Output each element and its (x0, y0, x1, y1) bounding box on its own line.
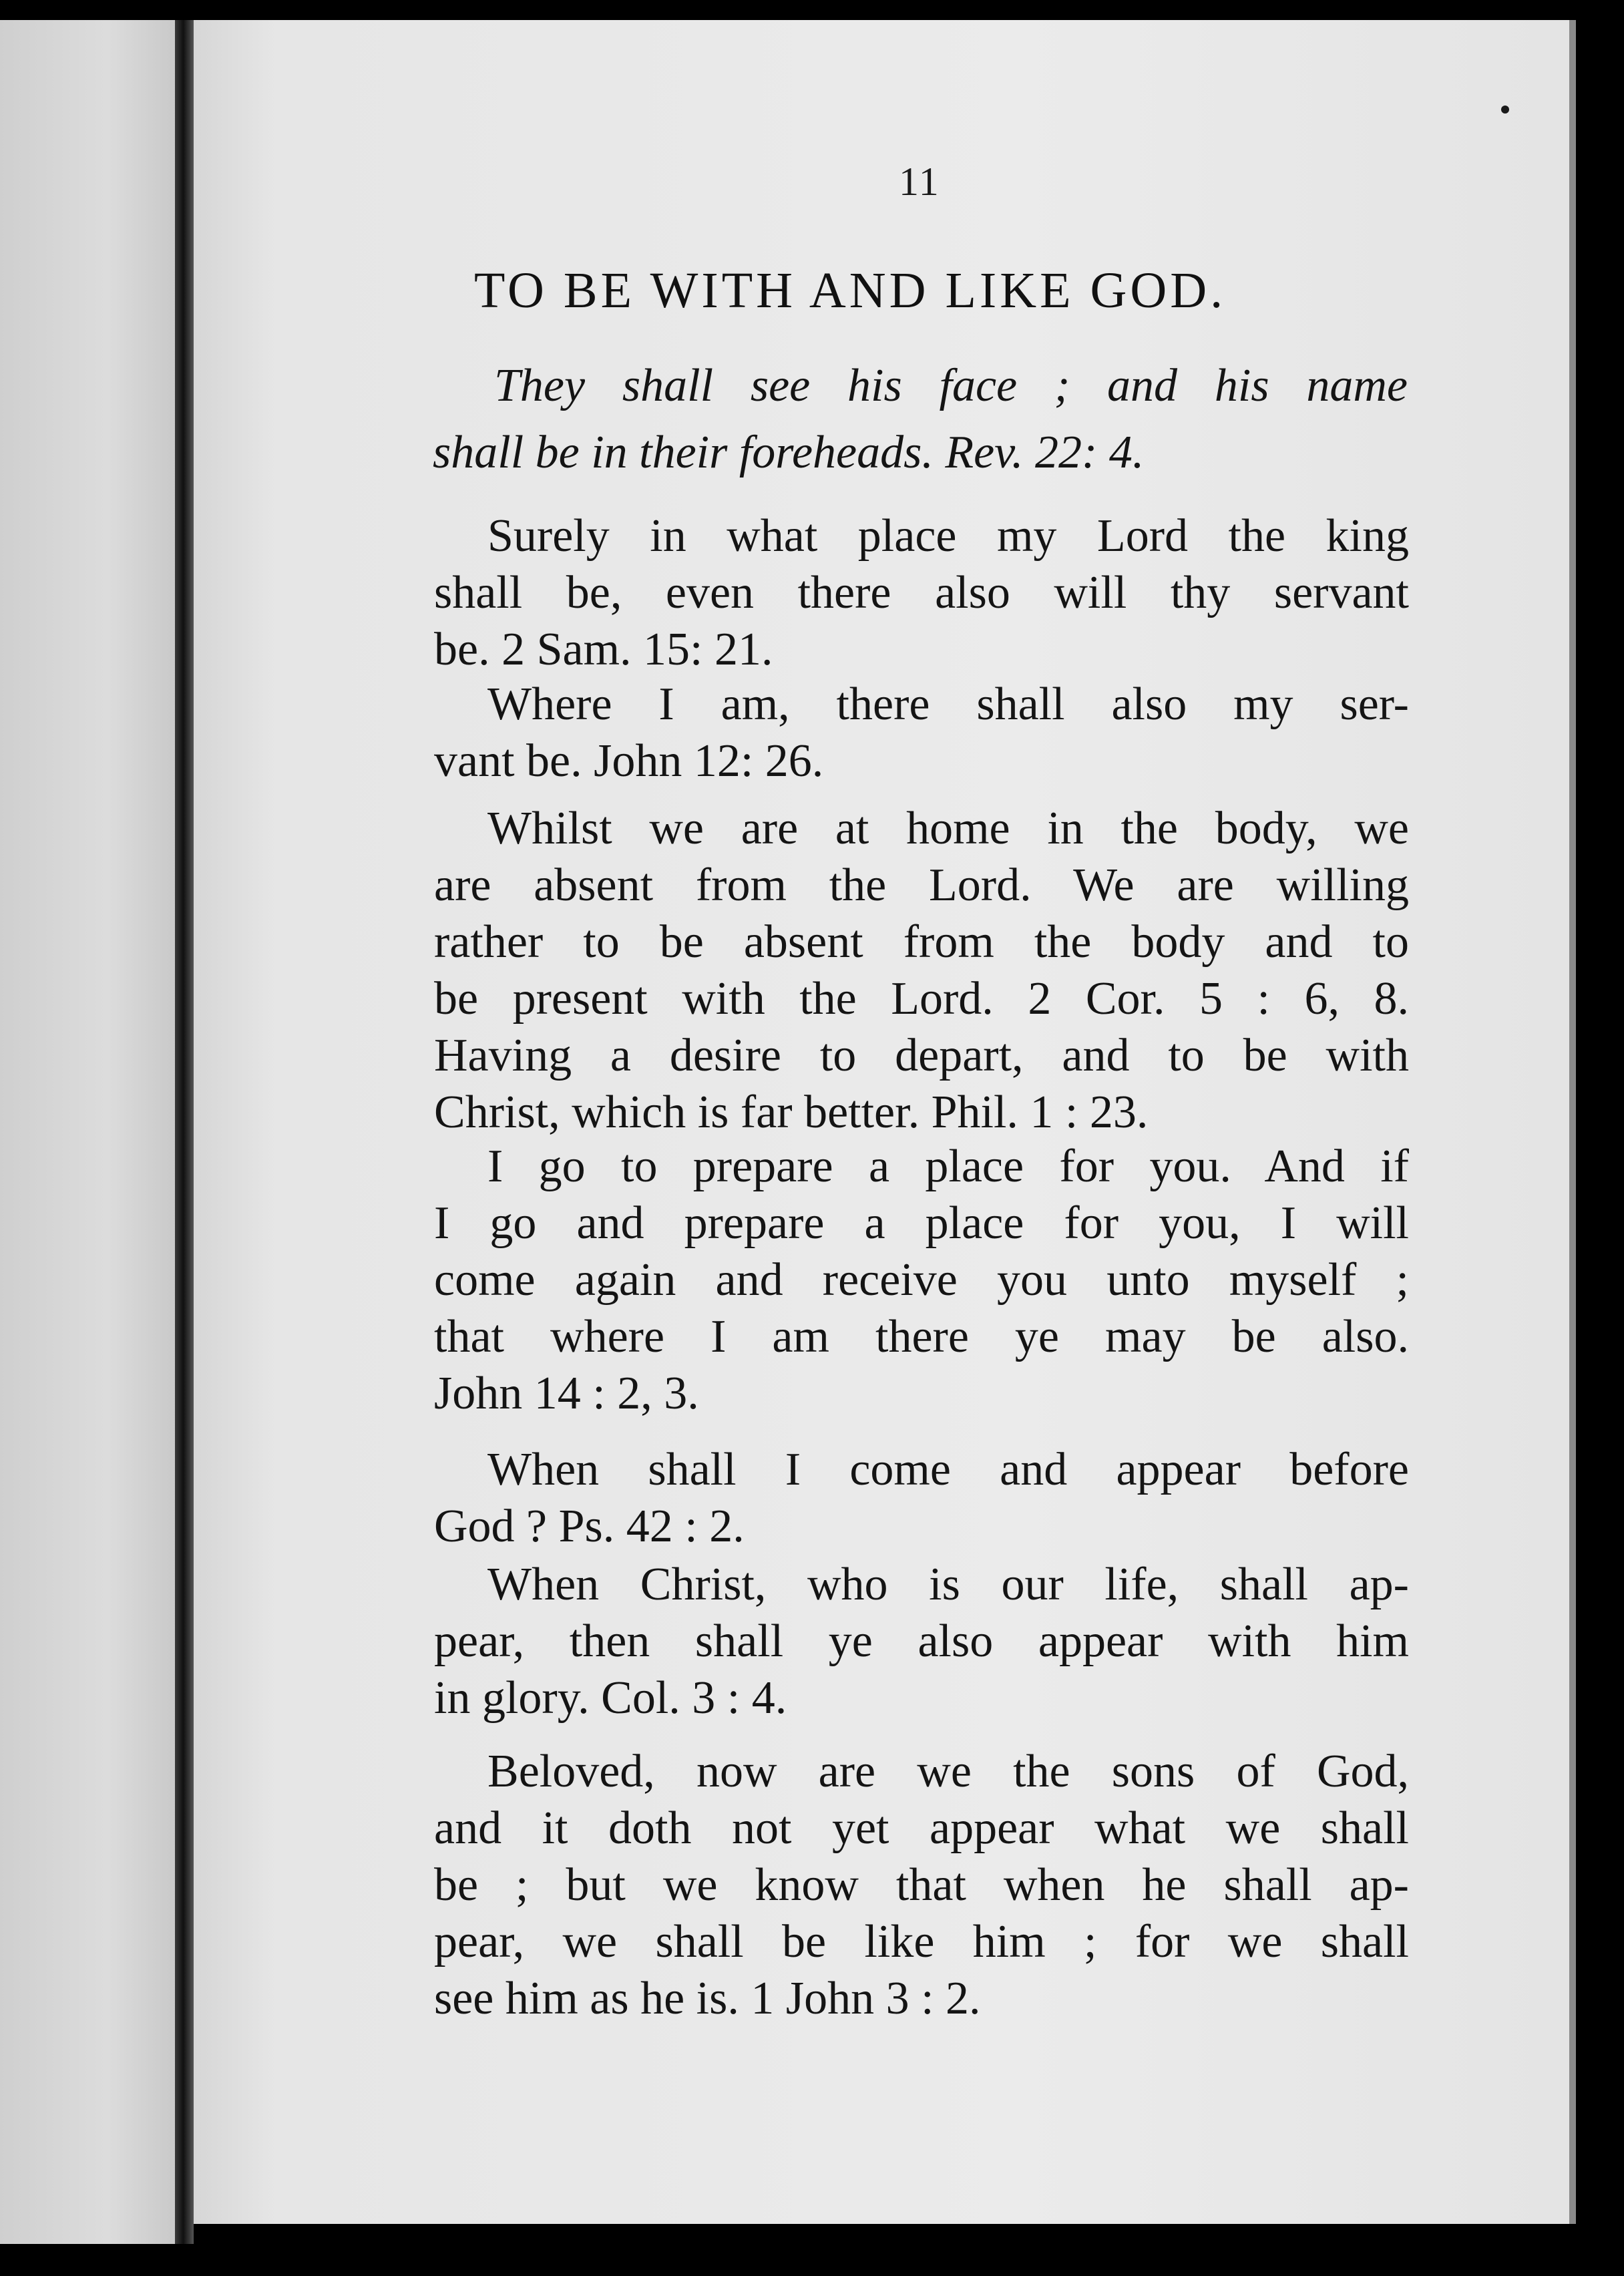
text-line: and it doth not yet appear what we shall (434, 1803, 1409, 1854)
paragraph (434, 1743, 1409, 2027)
text-line: Where I am, there shall also my ser- (487, 679, 1409, 730)
text-line: in glory. Col. 3 : 4. (434, 1672, 787, 1724)
text-line: Christ, which is far better. Phil. 1 : 23. (434, 1087, 1149, 1138)
text-line: rather to be absent from the body and to (434, 916, 1409, 968)
page-edge (1569, 20, 1576, 2224)
text-line: be present with the Lord. 2 Cor. 5 : 6, 8. (434, 973, 1409, 1024)
page-number: 11 (899, 160, 940, 204)
text-line: Surely in what place my Lord the king (487, 510, 1409, 562)
text-line: be ; but we know that when he shall ap- (434, 1859, 1409, 1911)
epigraph-line: shall be in their foreheads. Rev. 22: 4. (433, 427, 1145, 478)
book-gutter (175, 20, 194, 2244)
text-line: pear, we shall be like him ; for we shall (434, 1916, 1409, 1967)
text-line: shall be, even there also will thy servant (434, 567, 1409, 618)
text-line: that where I am there ye may be also. (434, 1311, 1409, 1362)
text-line: see him as he is. 1 John 3 : 2. (434, 1973, 981, 2024)
paragraph (434, 508, 1409, 678)
text-line: I go and prepare a place for you, I will (434, 1197, 1409, 1249)
paragraph (434, 676, 1409, 789)
text-line: be. 2 Sam. 15: 21. (434, 624, 773, 675)
paragraph (434, 1441, 1409, 1555)
text-line: Having a desire to depart, and to be with (434, 1030, 1409, 1081)
paragraph (434, 1556, 1409, 1726)
text-line: vant be. John 12: 26. (434, 735, 824, 787)
text-line: When Christ, who is our life, shall ap- (487, 1559, 1409, 1610)
text-line: are absent from the Lord. We are willing (434, 860, 1409, 911)
text-line: pear, then shall ye also appear with him (434, 1616, 1409, 1667)
speck-mark (1501, 106, 1509, 114)
paragraph (434, 1138, 1409, 1422)
text-line: come again and receive you unto myself ; (434, 1254, 1409, 1306)
facing-page-edge (0, 20, 179, 2244)
text-line: Beloved, now are we the sons of God, (487, 1746, 1409, 1797)
epigraph-line: They shall see his face ; and his name (494, 360, 1408, 411)
text-line: I go to prepare a place for you. And if (487, 1141, 1409, 1192)
page-title: TO BE WITH AND LIKE GOD. (474, 262, 1227, 319)
epigraph (433, 353, 1408, 486)
text-line: John 14 : 2, 3. (434, 1368, 699, 1419)
text-line: When shall I come and appear before (487, 1444, 1409, 1495)
paragraph (434, 800, 1409, 1141)
text-line: God ? Ps. 42 : 2. (434, 1501, 745, 1552)
text-line: Whilst we are at home in the body, we (487, 803, 1409, 854)
